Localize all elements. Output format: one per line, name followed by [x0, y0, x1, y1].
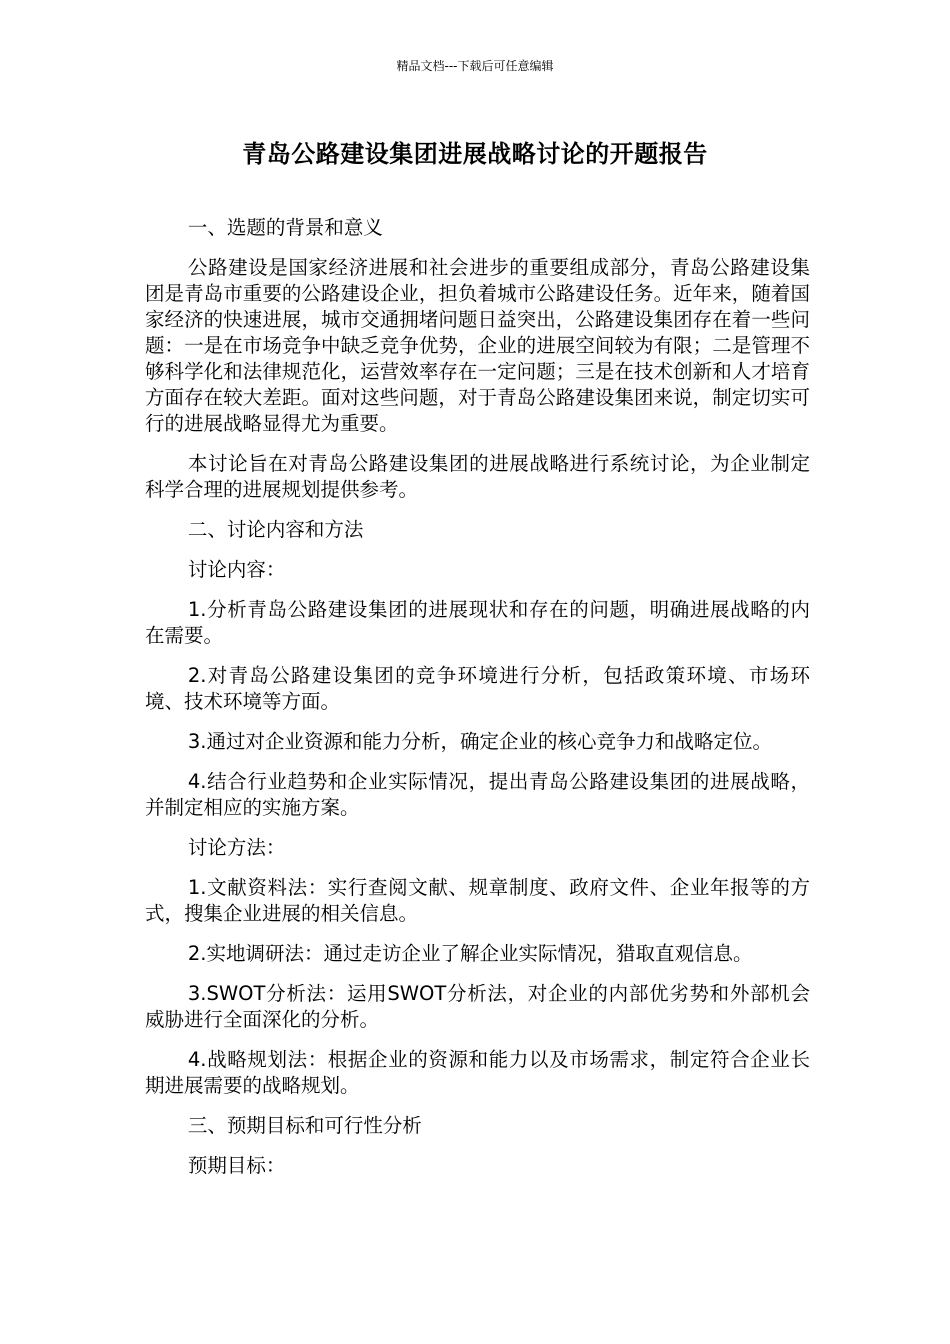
list-item-method-1: 1.文献资料法：实行查阅文献、规章制度、政府文件、企业年报等的方式，搜集企业进展的相关信息。 — [145, 876, 810, 925]
list-item-content-4: 4.结合行业趋势和企业实际情况，提出青岛公路建设集团的进展战略，并制定相应的实施方案。 — [145, 770, 810, 819]
paragraph-purpose: 本讨论旨在对青岛公路建设集团的进展战略进行系统讨论，为企业制定科学合理的进展规划提供参考。 — [145, 452, 810, 501]
list-item-content-3: 3.通过对企业资源和能力分析，确定企业的核心竞争力和战略定位。 — [187, 730, 772, 753]
page-header: 精品文档---下载后可任意编辑 — [396, 59, 554, 73]
section-heading-goals: 三、预期目标和可行性分析 — [187, 1114, 422, 1137]
subheading-content: 讨论内容： — [187, 558, 286, 581]
subheading-goals: 预期目标： — [187, 1154, 286, 1177]
subheading-method: 讨论方法： — [187, 836, 286, 859]
section-heading-background: 一、选题的背景和意义 — [187, 216, 383, 239]
list-item-content-2: 2.对青岛公路建设集团的竞争环境进行分析，包括政策环境、市场环境、技术环境等方面。 — [145, 664, 810, 713]
list-item-method-4: 4.战略规划法：根据企业的资源和能力以及市场需求，制定符合企业长期进展需要的战略规划。 — [145, 1048, 810, 1097]
document-title: 青岛公路建设集团进展战略讨论的开题报告 — [242, 140, 708, 168]
list-item-method-2: 2.实地调研法：通过走访企业了解企业实际情况，猎取直观信息。 — [187, 942, 753, 965]
section-heading-content-method: 二、讨论内容和方法 — [187, 518, 364, 541]
paragraph-background: 公路建设是国家经济进展和社会进步的重要组成部分，青岛公路建设集团是青岛市重要的公路建设企业，担负着城市公路建设任务。近年来，随着国家经济的快速进展，城市交通拥堵问题日益突出，公路建设集团存在着一些问题：一是在市场竞争中缺乏竞争优势，企业的进展空间较为有限；二是管理不够科学化和法律规范化，运营效率存在一定问题；三是在技术创新和人才培育方面存在较大差距。面对这些问题，对于青岛公路建设集团来说，制定切实可行的进展战略显得尤为重要。 — [145, 256, 810, 435]
list-item-method-3: 3.SWOT分析法：运用SWOT分析法，对企业的内部优劣势和外部机会威胁进行全面深化的分析。 — [145, 982, 810, 1031]
document-body — [145, 215, 810, 1193]
list-item-content-1: 1.分析青岛公路建设集团的进展现状和存在的问题，明确进展战略的内在需要。 — [145, 598, 810, 647]
